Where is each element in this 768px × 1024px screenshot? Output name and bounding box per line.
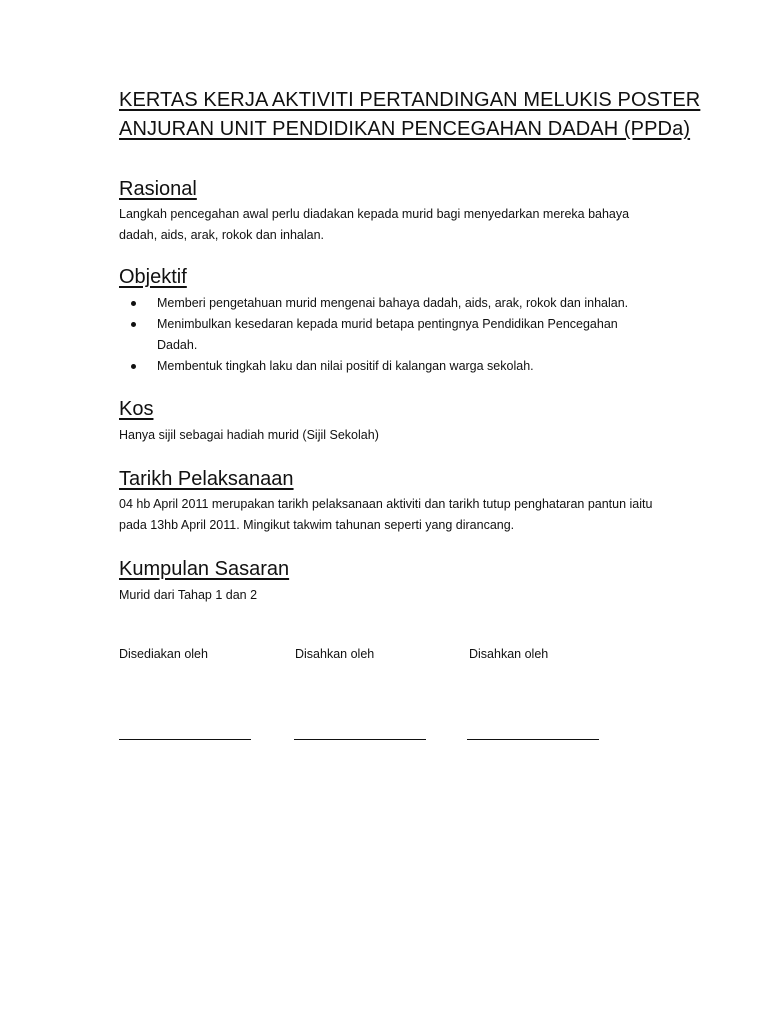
sasaran-text: Murid dari Tahap 1 dan 2	[119, 588, 258, 602]
kos-text: Hanya sijil sebagai hadiah murid (Sijil Sekolah)	[119, 428, 379, 442]
document-title	[119, 86, 719, 144]
objektif-item-text: Menimbulkan kesedaran kepada murid betapa pentingnya Pendidikan Pencegahan Dadah.	[157, 317, 618, 352]
rasional-heading: Rasional	[119, 178, 197, 200]
bullet-icon	[131, 322, 136, 327]
list-item	[119, 293, 659, 314]
objektif-heading: Objektif	[119, 266, 187, 288]
signature-line	[119, 739, 251, 740]
signature-label-prepared: Disediakan oleh	[119, 647, 208, 661]
sasaran-heading: Kumpulan Sasaran	[119, 558, 290, 580]
document-title-line-1: KERTAS KERJA AKTIVITI PERTANDINGAN MELUKIS POSTER	[119, 89, 701, 111]
list-item	[119, 356, 659, 377]
signature-label-approved-2: Disahkan oleh	[469, 647, 549, 661]
signature-line	[294, 739, 426, 740]
objektif-item-text: Membentuk tingkah laku dan nilai positif di kalangan warga sekolah.	[157, 359, 534, 373]
signature-label-approved-1: Disahkan oleh	[295, 647, 375, 661]
tarikh-heading: Tarikh Pelaksanaan	[119, 468, 294, 490]
list-item	[119, 314, 659, 356]
bullet-icon	[131, 301, 136, 306]
objektif-list	[119, 293, 659, 377]
rasional-text: Langkah pencegahan awal perlu diadakan kepada murid bagi menyedarkan mereka bahaya dadah, aids, arak, rokok dan inhalan.	[119, 207, 630, 242]
document-title-line-2: ANJURAN UNIT PENDIDIKAN PENCEGAHAN DADAH (PPDa)	[119, 118, 691, 140]
signature-line	[467, 739, 599, 740]
bullet-icon	[131, 364, 136, 369]
kos-heading: Kos	[119, 398, 154, 420]
tarikh-text: 04 hb April 2011 merupakan tarikh pelaksanaan aktiviti dan tarikh tutup penghataran pantun iaitu pada 13hb April 2011. Mingikut takwim tahunan seperti yang dirancang.	[119, 497, 653, 532]
objektif-item-text: Memberi pengetahuan murid mengenai bahaya dadah, aids, arak, rokok dan inhalan.	[157, 296, 629, 310]
